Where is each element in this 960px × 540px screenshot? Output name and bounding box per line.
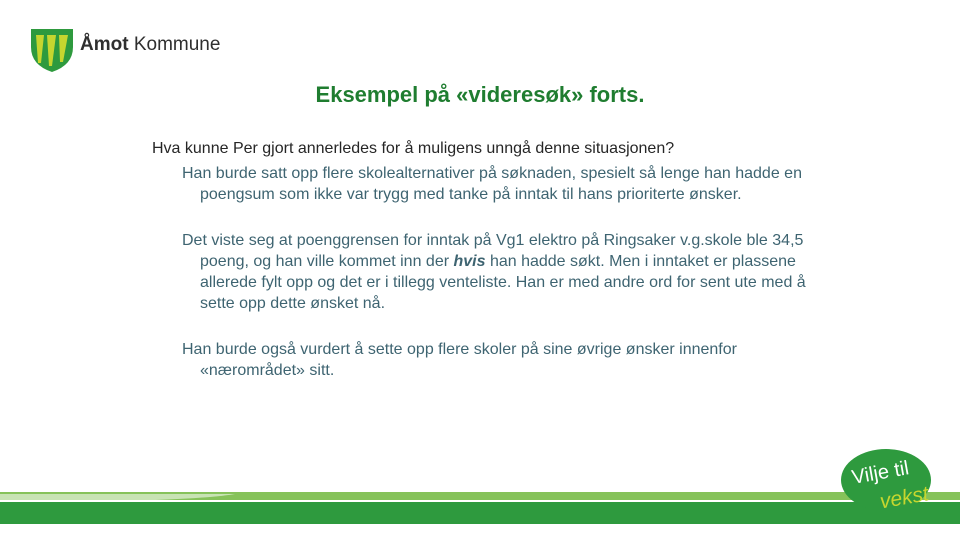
paragraph-2-after: han hadde søkt. Men i inntaket er plassene allerede fylt opp og det er i tillegg venteliste. Han er med andre ord for sent ute med å sette opp dette ønsket nå. [200, 253, 806, 312]
logo-text [80, 34, 220, 56]
slogan-line-2: vekst [878, 482, 931, 514]
logo-name-bold: Åmot [80, 34, 129, 55]
paragraph-2 [182, 230, 832, 314]
slide-title: Eksempel på «videresøk» forts. [315, 82, 645, 107]
slogan-line-1: Vilje til [850, 457, 911, 489]
paragraph-3: Han burde også vurdert å sette opp flere skoler på sine øvrige ønsker innenfor «nærområdet» sitt. [182, 341, 737, 379]
paragraph-1: Han burde satt opp flere skolealternativer på søknaden, spesielt så lenge han hadde en poengsum som ikke var trygg med tanke på inntak til hans prioriterte ønsker. [182, 165, 802, 203]
vilje-til-vekst-badge [836, 445, 948, 515]
paragraph-2-before: Det viste seg at poenggrensen for inntak på Vg1 elektro på Ringsaker v.g.skole ble 34,5 poeng, og han ville kommet inn der [182, 232, 804, 270]
amot-coat-of-arms-icon [30, 27, 74, 73]
lead-question: Hva kunne Per gjort annerledes for å muligens unngå denne situasjonen? [152, 140, 675, 157]
paragraph-2-emphasis: hvis [453, 253, 486, 270]
amot-kommune-logo [30, 27, 270, 73]
slide-body [152, 138, 832, 406]
footer-band [0, 484, 960, 540]
logo-name-rest: Kommune [133, 34, 221, 55]
